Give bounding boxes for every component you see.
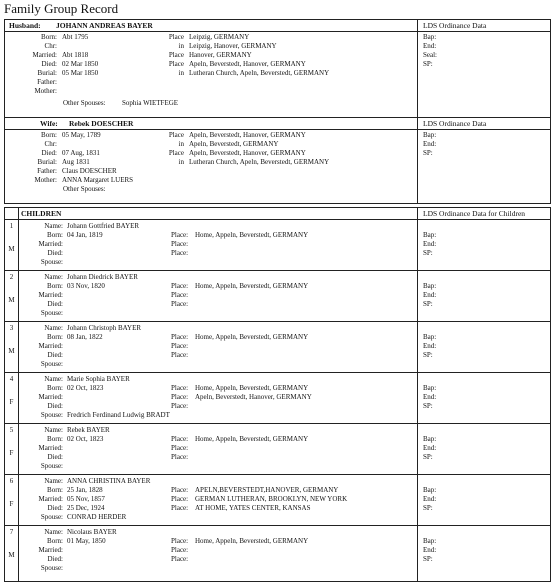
child-place-label: Place: xyxy=(171,300,189,308)
child-place-label: Place: xyxy=(171,402,189,410)
wife-place-value: Apeln, Beverstedt, Hanover, GERMANY xyxy=(189,131,306,139)
children-header xyxy=(5,208,550,220)
husband-other-spouses-label: Other Spouses: xyxy=(63,99,106,107)
child-row xyxy=(5,321,550,372)
child-field-value: 25 Jan, 1828 xyxy=(67,486,103,494)
child-field-label: Died: xyxy=(47,351,63,359)
child-place-value: Home, Appeln, Beverstedt, GERMANY xyxy=(195,384,309,392)
husband-place-value: Lutheran Church, Apeln, Beverstedt, GERMANY xyxy=(189,69,330,77)
child-ordinance-label: SP: xyxy=(423,300,433,308)
wife-other-spouses-label: Other Spouses: xyxy=(63,185,106,193)
husband-field-value: Abt 1795 xyxy=(62,33,89,41)
husband-field-value: Abt 1818 xyxy=(62,51,89,59)
child-field-label: Married: xyxy=(38,240,63,248)
wife-name: Rebek DOESCHER xyxy=(69,119,134,128)
husband-ordinance-label: Bap: xyxy=(423,33,437,41)
husband-field-label: Father: xyxy=(37,78,57,86)
wife-section xyxy=(4,117,551,204)
child-place-value: GERMAN LUTHERAN, BROOKLYN, NEW YORK xyxy=(195,495,348,503)
child-ordinance-label: Bap: xyxy=(423,231,437,239)
child-ordinance-label: End: xyxy=(423,342,437,350)
children-lds-label: LDS Ordinance Data for Children xyxy=(423,209,526,218)
child-place-label: Place: xyxy=(171,537,189,545)
husband-place-value: Hanover, GERMANY xyxy=(189,51,252,59)
child-field-label: Name: xyxy=(44,426,63,434)
child-field-value: 05 Nov, 1857 xyxy=(67,495,105,503)
husband-field-label: Chr: xyxy=(44,42,57,50)
child-row xyxy=(5,423,550,474)
child-field-label: Name: xyxy=(44,273,63,281)
child-field-value: Rebek BAYER xyxy=(67,426,110,434)
child-place-label: Place: xyxy=(171,342,189,350)
husband-field-label: Mother: xyxy=(34,87,57,95)
child-place-label: Place: xyxy=(171,291,189,299)
child-field-label: Spouse: xyxy=(40,309,63,317)
child-row xyxy=(5,220,550,270)
child-place-value: Apeln, Beverstedt, Hanover, GERMANY xyxy=(195,393,312,401)
child-field-label: Married: xyxy=(38,291,63,299)
child-ordinance-label: Bap: xyxy=(423,435,437,443)
child-ordinance-label: Bap: xyxy=(423,486,437,494)
child-field-value: Johann Gottfried BAYER xyxy=(67,222,140,230)
child-place-label: Place: xyxy=(171,504,189,512)
child-number: 7 xyxy=(9,528,14,536)
child-place-label: Place: xyxy=(171,393,189,401)
child-field-label: Born: xyxy=(47,537,63,545)
child-field-value: 25 Dec, 1924 xyxy=(67,504,105,512)
child-field-value: Nicolaus BAYER xyxy=(67,528,117,536)
child-ordinance-label: End: xyxy=(423,546,437,554)
child-field-label: Married: xyxy=(38,546,63,554)
child-ordinance-label: Bap: xyxy=(423,384,437,392)
husband-field-label: Burial: xyxy=(37,69,57,77)
child-field-label: Spouse: xyxy=(40,258,63,266)
child-field-value: 04 Jan, 1819 xyxy=(67,231,103,239)
wife-place-label: Place xyxy=(168,131,184,139)
husband-field-value: 02 Mar 1850 xyxy=(62,60,99,68)
child-place-value: Home, Appeln, Beverstedt, GERMANY xyxy=(195,435,309,443)
wife-ordinance-label: Bap: xyxy=(423,131,437,139)
child-field-value: Fredrich Ferdinand Ludwig BRADT xyxy=(67,411,170,419)
child-place-label: Place: xyxy=(171,435,189,443)
wife-place-label: in xyxy=(178,140,184,148)
wife-field-value: Claus DOESCHER xyxy=(62,167,117,175)
child-ordinance-label: SP: xyxy=(423,555,433,563)
child-field-value: 01 May, 1850 xyxy=(67,537,106,545)
child-ordinance-label: End: xyxy=(423,444,437,452)
child-ordinance-label: Bap: xyxy=(423,333,437,341)
husband-header-label: Husband: xyxy=(9,21,41,30)
wife-field-label: Died: xyxy=(41,149,57,157)
husband-place-value: Leipzig, GERMANY xyxy=(189,33,250,41)
child-sex: M xyxy=(8,551,15,559)
child-field-label: Born: xyxy=(47,282,63,290)
child-ordinance-label: Bap: xyxy=(423,282,437,290)
child-field-label: Died: xyxy=(47,300,63,308)
child-row xyxy=(5,474,550,525)
child-row xyxy=(5,525,550,576)
child-place-label: Place: xyxy=(171,555,189,563)
child-sex: M xyxy=(8,296,15,304)
child-field-label: Died: xyxy=(47,555,63,563)
wife-header xyxy=(5,118,550,130)
child-field-label: Name: xyxy=(44,324,63,332)
husband-field-label: Died: xyxy=(41,60,57,68)
child-place-label: Place: xyxy=(171,384,189,392)
husband-field-value: 05 Mar 1850 xyxy=(62,69,99,77)
child-field-value: Marie Sophia BAYER xyxy=(67,375,130,383)
child-field-label: Married: xyxy=(38,495,63,503)
child-field-label: Died: xyxy=(47,453,63,461)
child-place-value: Home, Appeln, Beverstedt, GERMANY xyxy=(195,231,309,239)
child-field-label: Died: xyxy=(47,504,63,512)
child-sex: M xyxy=(8,347,15,355)
child-ordinance-label: Bap: xyxy=(423,537,437,545)
child-place-label: Place: xyxy=(171,495,189,503)
child-ordinance-label: End: xyxy=(423,393,437,401)
child-field-label: Married: xyxy=(38,444,63,452)
wife-place-value: Apeln, Beverstedt, Hanover, GERMANY xyxy=(189,149,306,157)
child-field-label: Name: xyxy=(44,222,63,230)
child-row xyxy=(5,372,550,423)
husband-place-label: Place xyxy=(168,60,184,68)
child-field-label: Born: xyxy=(47,333,63,341)
child-field-label: Died: xyxy=(47,402,63,410)
child-place-label: Place: xyxy=(171,453,189,461)
child-field-value: 03 Nov, 1820 xyxy=(67,282,105,290)
child-number: 1 xyxy=(9,222,14,230)
child-place-label: Place: xyxy=(171,333,189,341)
child-place-label: Place: xyxy=(171,240,189,248)
child-place-label: Place: xyxy=(171,282,189,290)
child-ordinance-label: SP: xyxy=(423,504,433,512)
wife-field-label: Chr: xyxy=(44,140,57,148)
child-sex: M xyxy=(8,245,15,253)
wife-place-value: Lutheran Church, Apeln, Beverstedt, GERMANY xyxy=(189,158,330,166)
child-field-label: Name: xyxy=(44,375,63,383)
husband-place-label: Place xyxy=(168,51,184,59)
child-place-label: Place: xyxy=(171,231,189,239)
husband-place-value: Apeln, Beverstedt, Hanover, GERMANY xyxy=(189,60,306,68)
child-ordinance-label: SP: xyxy=(423,351,433,359)
husband-ordinance-label: SP: xyxy=(423,60,433,68)
wife-field-label: Father: xyxy=(37,167,57,175)
child-field-label: Married: xyxy=(38,393,63,401)
child-place-label: Place: xyxy=(171,249,189,257)
husband-place-label: in xyxy=(178,42,184,50)
child-place-value: Home, Appeln, Beverstedt, GERMANY xyxy=(195,282,309,290)
child-place-value: Home, Appeln, Beverstedt, GERMANY xyxy=(195,333,309,341)
husband-ordinance-label: Seal: xyxy=(423,51,437,59)
child-sex: F xyxy=(9,398,14,406)
children-section xyxy=(4,207,551,582)
husband-field-label: Born: xyxy=(41,33,57,41)
husband-ordinance-label: End: xyxy=(423,42,437,50)
wife-ordinance-label: End: xyxy=(423,140,437,148)
child-ordinance-label: SP: xyxy=(423,249,433,257)
wife-field-label: Mother: xyxy=(34,176,57,184)
child-field-value: 02 Oct, 1823 xyxy=(67,435,104,443)
child-number: 3 xyxy=(9,324,14,332)
husband-field-label: Married: xyxy=(32,51,57,59)
child-field-value: Johann Diedrick BAYER xyxy=(67,273,138,281)
husband-lds-label: LDS Ordinance Data xyxy=(423,21,487,30)
child-field-label: Spouse: xyxy=(40,513,63,521)
wife-place-label: in xyxy=(178,158,184,166)
child-place-value: AT HOME, YATES CENTER, KANSAS xyxy=(195,504,311,512)
wife-field-value: 05 May, 1789 xyxy=(62,131,101,139)
husband-name: JOHANN ANDREAS BAYER xyxy=(56,21,153,30)
child-field-label: Name: xyxy=(44,477,63,485)
wife-place-value: Apeln, Beverstedt, GERMANY xyxy=(189,140,279,148)
child-field-label: Spouse: xyxy=(40,360,63,368)
child-field-label: Born: xyxy=(47,384,63,392)
wife-place-label: Place xyxy=(168,149,184,157)
child-field-label: Spouse: xyxy=(40,462,63,470)
husband-place-label: in xyxy=(178,69,184,77)
wife-ordinance-label: SP: xyxy=(423,149,433,157)
husband-place-value: Leipzig, Hanover, GERMANY xyxy=(189,42,277,50)
child-field-label: Name: xyxy=(44,528,63,536)
child-field-label: Born: xyxy=(47,435,63,443)
child-field-value: CONRAD HERDER xyxy=(67,513,127,521)
child-number: 4 xyxy=(9,375,14,383)
child-ordinance-label: End: xyxy=(423,495,437,503)
child-place-value: APELN,BEVERSTEDT,HANOVER, GERMANY xyxy=(195,486,339,494)
wife-field-value: Aug 1831 xyxy=(62,158,90,166)
lds-divider xyxy=(417,20,418,117)
child-ordinance-label: End: xyxy=(423,240,437,248)
wife-field-value: ANNA Margaret LUERS xyxy=(62,176,134,184)
child-row xyxy=(5,270,550,321)
page-title: Family Group Record xyxy=(4,1,119,16)
lds-divider xyxy=(417,118,418,203)
child-place-label: Place: xyxy=(171,546,189,554)
husband-section xyxy=(4,19,551,118)
children-header-label: CHILDREN xyxy=(21,209,62,218)
child-number: 6 xyxy=(9,477,14,485)
child-place-value: Home, Appeln, Beverstedt, GERMANY xyxy=(195,537,309,545)
child-ordinance-label: End: xyxy=(423,291,437,299)
child-field-value: 02 Oct, 1823 xyxy=(67,384,104,392)
child-ordinance-label: SP: xyxy=(423,402,433,410)
child-field-value: 08 Jan, 1822 xyxy=(67,333,103,341)
child-field-value: ANNA CHRISTINA BAYER xyxy=(67,477,151,485)
child-sex: F xyxy=(9,500,14,508)
child-field-label: Married: xyxy=(38,342,63,350)
child-place-label: Place: xyxy=(171,444,189,452)
child-field-value: Johann Christoph BAYER xyxy=(67,324,142,332)
husband-header xyxy=(5,20,550,32)
child-place-label: Place: xyxy=(171,351,189,359)
husband-other-spouses: Sophia WIETFEGE xyxy=(122,99,179,107)
child-field-label: Died: xyxy=(47,249,63,257)
child-ordinance-label: SP: xyxy=(423,453,433,461)
husband-place-label: Place xyxy=(168,33,184,41)
wife-field-label: Born: xyxy=(41,131,57,139)
child-number: 2 xyxy=(9,273,14,281)
wife-header-label: Wife: xyxy=(40,119,58,128)
child-place-label: Place: xyxy=(171,486,189,494)
child-field-label: Born: xyxy=(47,231,63,239)
child-field-label: Spouse: xyxy=(40,411,63,419)
wife-lds-label: LDS Ordinance Data xyxy=(423,119,487,128)
child-field-label: Born: xyxy=(47,486,63,494)
wife-field-value: 07 Aug, 1831 xyxy=(62,149,100,157)
child-number: 5 xyxy=(9,426,14,434)
child-field-label: Spouse: xyxy=(40,564,63,572)
wife-field-label: Burial: xyxy=(37,158,57,166)
child-sex: F xyxy=(9,449,14,457)
